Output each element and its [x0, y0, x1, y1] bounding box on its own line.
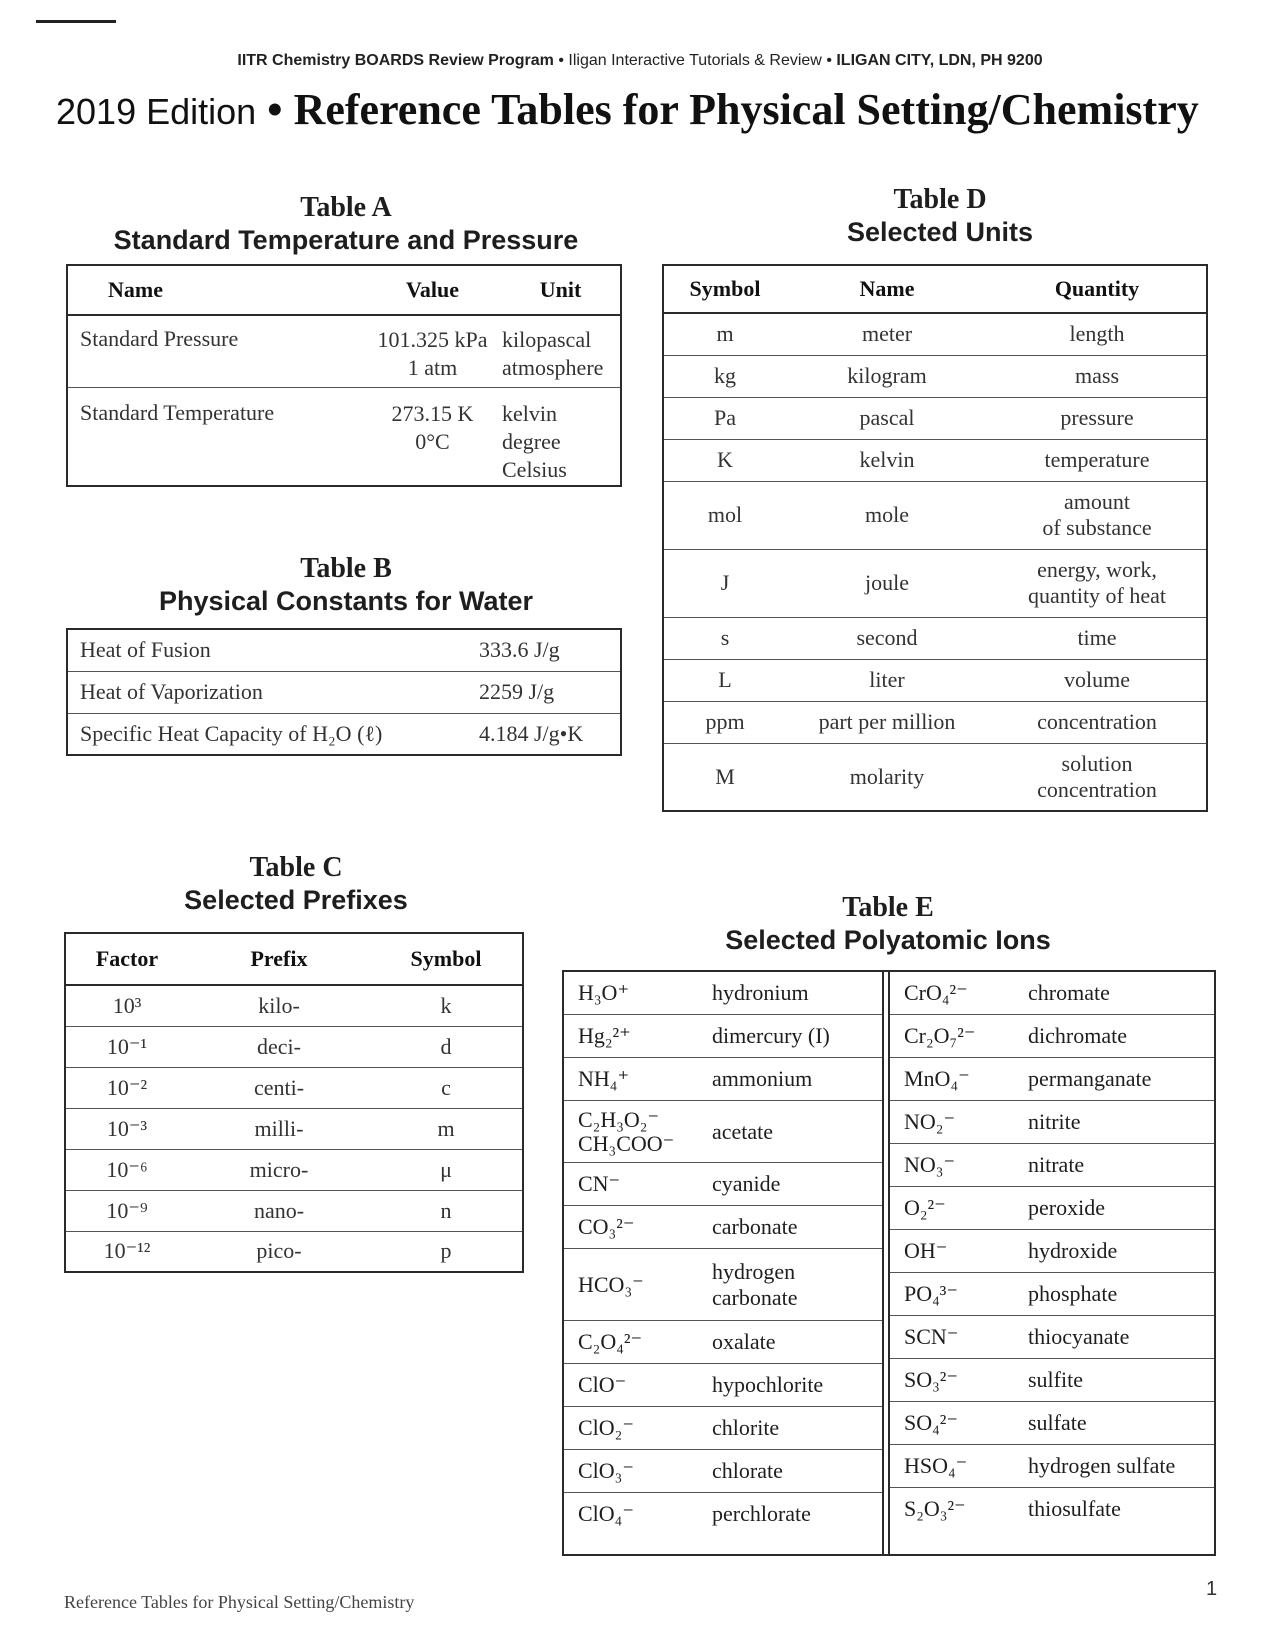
table-row: CrO₄²⁻ chromate — [904, 980, 1110, 1005]
header-unit: Unit — [539, 277, 582, 302]
table-a-caption: Table A Standard Temperature and Pressure — [113, 192, 579, 255]
header-factor: Factor — [95, 946, 159, 971]
header-symbol: Symbol — [689, 276, 761, 301]
table-row: 10⁻³ milli- m — [65, 1108, 523, 1149]
table-row: NH₄⁺ ammonium — [564, 1058, 884, 1101]
table-row: ClO₂⁻ chlorite — [564, 1407, 884, 1450]
table-row: Pa pascal pressure — [663, 397, 1207, 439]
edition: 2019 Edition — [56, 91, 257, 132]
title-bullet: • — [267, 85, 283, 134]
table-row: ClO₃⁻ chlorate — [564, 1450, 884, 1493]
page-number: 1 — [1206, 1578, 1218, 1600]
header-value: Value — [406, 277, 459, 302]
column-divider — [882, 972, 890, 1554]
table-row: M molarity solution concentration — [663, 743, 1207, 811]
title-main: Reference Tables for Physical Setting/Chemistry — [293, 85, 1199, 134]
table-row: NO₂⁻ nitrite — [890, 1101, 1214, 1144]
table-row: S₂O₃²⁻ thiosulfate — [890, 1488, 1214, 1531]
table-row: Standard Temperature 273.15 K 0°C kelvin degree Celsius — [67, 387, 621, 486]
table-a — [66, 264, 622, 487]
program-name: IITR Chemistry BOARDS Review Program — [237, 52, 554, 69]
table-row: 10⁻⁹ nano- n — [65, 1190, 523, 1231]
table-e-caption: Table E Selected Polyatomic Ions — [725, 892, 1051, 955]
table-row: 10⁻² centi- c — [65, 1067, 523, 1108]
table-row: SCN⁻ thiocyanate — [890, 1316, 1214, 1359]
header-name: Name — [859, 276, 915, 301]
header-name: Name — [108, 277, 163, 302]
header-prefix: Prefix — [250, 946, 308, 971]
location: ILIGAN CITY, LDN, PH 9200 — [836, 52, 1043, 69]
table-row: C₂H₃O₂⁻ CH₃COO⁻ acetate — [564, 1101, 884, 1163]
table-row: Hg₂²⁺ dimercury (I) — [564, 1015, 884, 1058]
table-c — [64, 932, 524, 1273]
table-row: Heat of Vaporization 2259 J/g — [67, 671, 621, 713]
table-row: HSO₄⁻ hydrogen sulfate — [890, 1445, 1214, 1488]
table-row: H₃O⁺ hydronium — [578, 980, 809, 1005]
table-row: Heat of Fusion 333.6 J/g — [80, 637, 560, 663]
table-d — [662, 264, 1208, 812]
table-row: 10⁻¹ deci- d — [65, 1026, 523, 1067]
page-title — [56, 84, 1199, 135]
table-row: m meter length — [716, 321, 1125, 347]
table-e-left — [564, 972, 884, 1535]
scan-mark — [36, 20, 116, 23]
table-row: J joule energy, work, quantity of heat — [663, 549, 1207, 617]
table-b-caption: Table B Physical Constants for Water — [158, 553, 534, 616]
table-row: ppm part per million concentration — [663, 701, 1207, 743]
table-row: kg kilogram mass — [663, 355, 1207, 397]
table-e — [562, 970, 1216, 1556]
table-row: CO₃²⁻ carbonate — [564, 1206, 884, 1249]
table-row: O₂²⁻ peroxide — [890, 1187, 1214, 1230]
footer-text: Reference Tables for Physical Setting/Chemistry — [64, 1592, 415, 1612]
table-c-caption: Table C Selected Prefixes — [184, 852, 408, 915]
org-name: Iligan Interactive Tutorials & Review — [568, 52, 822, 69]
table-row: s second time — [663, 617, 1207, 659]
table-b — [66, 628, 622, 756]
table-row: Cr₂O₇²⁻ dichromate — [890, 1015, 1214, 1058]
header-quantity: Quantity — [1054, 276, 1140, 301]
table-row: 10³ kilo- k — [112, 992, 452, 1018]
table-row: ClO₄⁻ perchlorate — [564, 1493, 884, 1536]
table-row: 10⁻⁶ micro- μ — [65, 1149, 523, 1190]
program-header: IITR Chemistry BOARDS Review Program • Iligan Interactive Tutorials & Review • ILIGAN CITY, LDN, PH 9200 — [237, 52, 1043, 69]
table-row: Specific Heat Capacity of H₂O (ℓ) 4.184 J/g•K — [67, 713, 621, 755]
table-row: ClO⁻ hypochlorite — [564, 1364, 884, 1407]
table-row: C₂O₄²⁻ oxalate — [564, 1321, 884, 1364]
table-row: HCO₃⁻ hydrogen carbonate — [564, 1249, 884, 1321]
table-row: Standard Pressure 101.325 kPa 1 atm kilopascal atmosphere — [80, 326, 604, 380]
table-e-right — [890, 972, 1214, 1530]
table-row: MnO₄⁻ permanganate — [890, 1058, 1214, 1101]
table-d-caption: Table D Selected Units — [846, 184, 1034, 247]
table-row: CN⁻ cyanide — [564, 1163, 884, 1206]
table-row: 10⁻¹² pico- p — [65, 1231, 523, 1272]
header-symbol: Symbol — [410, 946, 482, 971]
table-row: L liter volume — [663, 659, 1207, 701]
table-row: OH⁻ hydroxide — [890, 1230, 1214, 1273]
table-row: mol mole amount of substance — [663, 481, 1207, 549]
table-row: K kelvin temperature — [663, 439, 1207, 481]
table-row: SO₄²⁻ sulfate — [890, 1402, 1214, 1445]
table-row: NO₃⁻ nitrate — [890, 1144, 1214, 1187]
table-row: PO₄³⁻ phosphate — [890, 1273, 1214, 1316]
table-row: SO₃²⁻ sulfite — [890, 1359, 1214, 1402]
